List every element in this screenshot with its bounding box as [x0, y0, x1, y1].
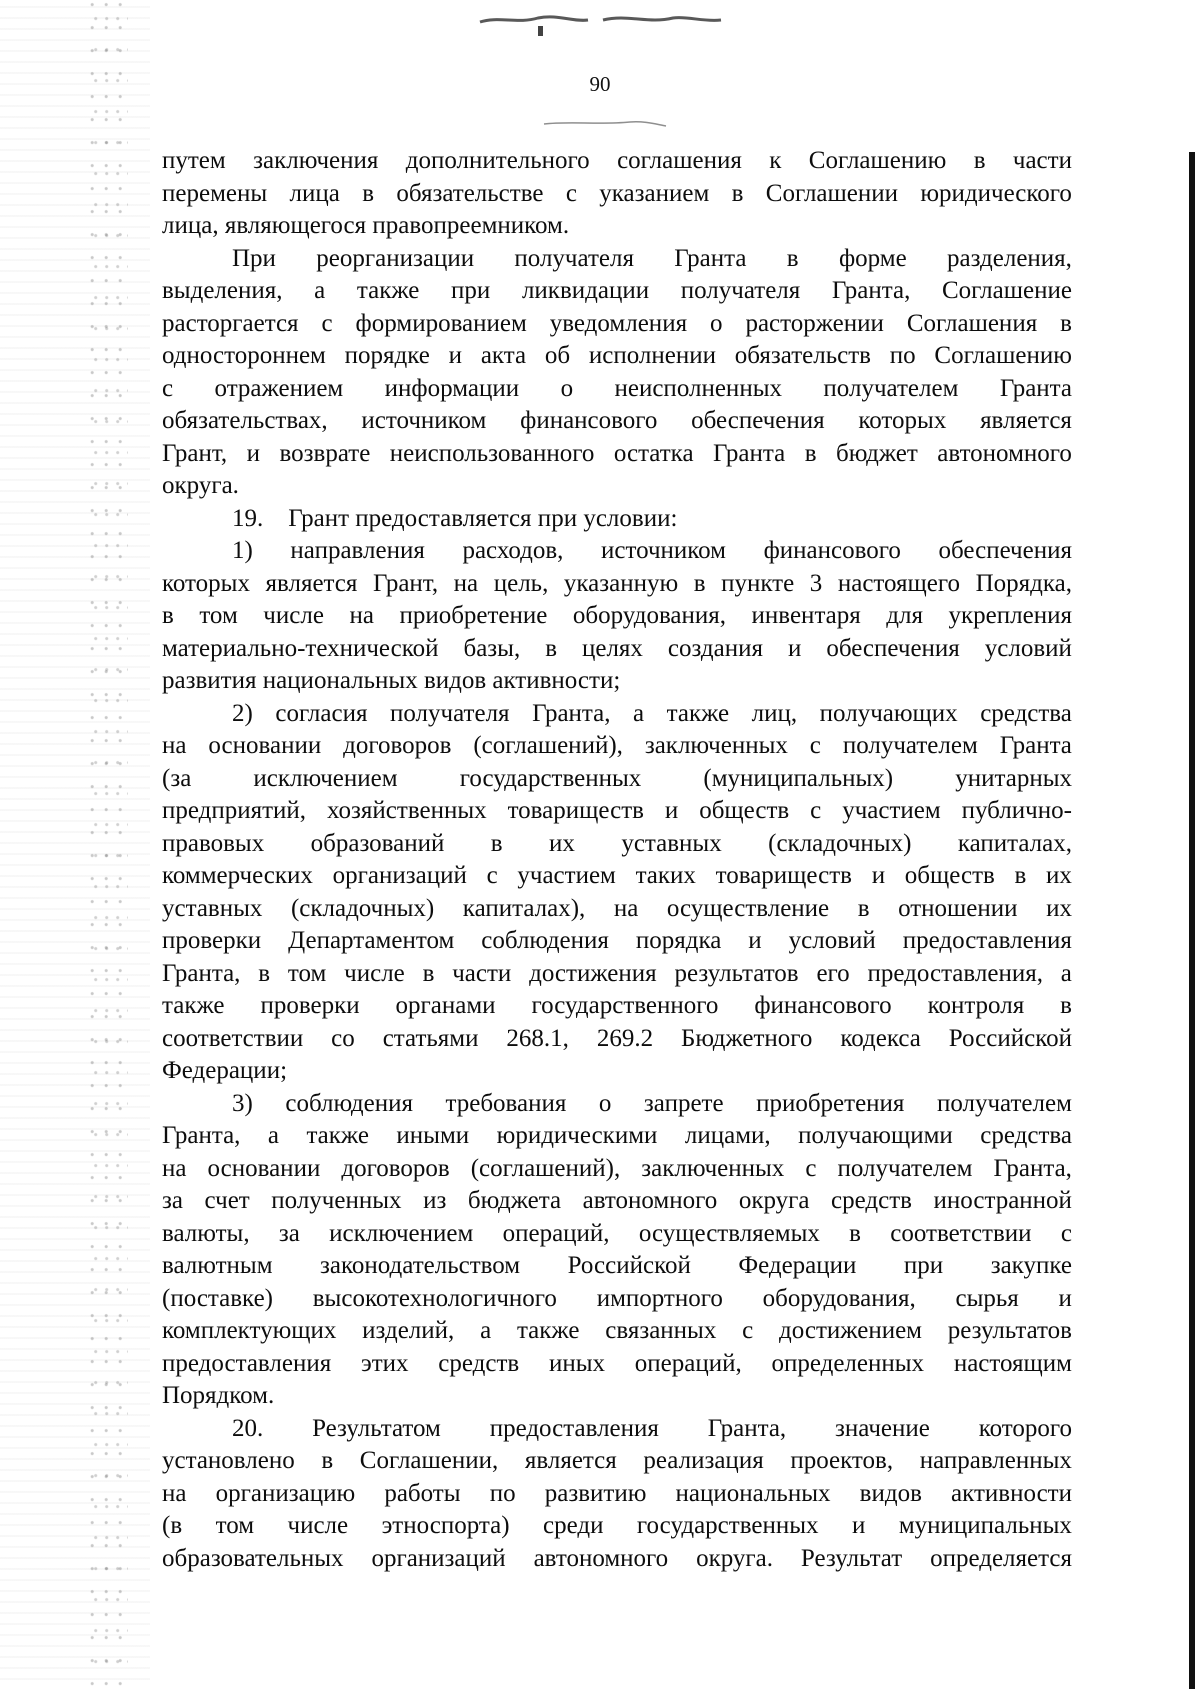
- text-line: Порядком.: [162, 1382, 275, 1409]
- text-line: Гранта, в том числе в части достижения результатов его предоставления, а: [162, 959, 1072, 987]
- text-line: предприятий, хозяйственных товариществ и обществ с участием публично-: [162, 797, 1072, 824]
- text-line: с отражением информации о неисполненных получателем Гранта: [162, 374, 1072, 402]
- text-line: валютным законодательством Российской Федерации при закупке: [162, 1252, 1072, 1279]
- text-line: которых является Грант, на цель, указанную в пункте 3 настоящего Порядка,: [162, 569, 1072, 597]
- text-line: 2) согласия получателя Гранта, а также лиц, получающих средства: [232, 699, 1072, 727]
- text-line: (в том числе этноспорта) среди государственных и муниципальных: [162, 1512, 1072, 1539]
- scan-noise-artifact: [88, 0, 128, 1689]
- text-line: материально-технической базы, в целях создания и обеспечения условий: [162, 634, 1072, 662]
- text-line: 3) соблюдения требования о запрете приобретения получателем: [232, 1089, 1072, 1117]
- text-line: коммерческих организаций с участием таких товариществ и обществ в их: [162, 862, 1072, 889]
- scan-dash-artifact: [540, 116, 670, 130]
- text-line: на организацию работы по развитию национальных видов активности: [162, 1479, 1072, 1507]
- text-line: 20. Результатом предоставления Гранта, значение которого: [232, 1414, 1072, 1442]
- text-line: развития национальных видов активности;: [162, 667, 621, 694]
- text-line: проверки Департаментом соблюдения порядка и условий предоставления: [162, 927, 1072, 954]
- text-line: (за исключением государственных (муниципальных) унитарных: [162, 764, 1072, 792]
- text-line: уставных (складочных) капиталах), на осуществление в отношении их: [162, 894, 1072, 922]
- text-line: путем заключения дополнительного соглашения к Соглашению в части: [162, 147, 1072, 174]
- text-line: в том числе на приобретение оборудования, инвентаря для укрепления: [162, 602, 1072, 629]
- document-body: [162, 145, 1072, 1575]
- text-line: одностороннем порядке и акта об исполнении обязательств по Соглашению: [162, 342, 1072, 369]
- text-line: установлено в Соглашении, является реализация проектов, направленных: [162, 1447, 1072, 1474]
- text-line: 19. Грант предоставляется при условии:: [232, 504, 678, 532]
- text-line: Федерации;: [162, 1057, 288, 1084]
- text-line: правовых образований в их уставных (складочных) капиталах,: [162, 829, 1072, 857]
- text-line: соответствии со статьями 268.1, 269.2 Бюджетного кодекса Российской: [162, 1024, 1072, 1052]
- scan-top-smudge: [478, 8, 723, 38]
- text-line: валюты, за исключением операций, осуществляемых в соответствии с: [162, 1219, 1072, 1247]
- text-line: При реорганизации получателя Гранта в форме разделения,: [232, 244, 1072, 272]
- text-line: также проверки органами государственного финансового контроля в: [162, 992, 1072, 1019]
- text-line: образовательных организаций автономного округа. Результат определяется: [162, 1544, 1072, 1572]
- text-line: Гранта, а также иными юридическими лицами, получающими средства: [162, 1122, 1072, 1149]
- text-line: Грант, и возврате неиспользованного остатка Гранта в бюджет автономного: [162, 439, 1072, 467]
- text-line: 1) направления расходов, источником финансового обеспечения: [232, 537, 1072, 564]
- text-line: перемены лица в обязательстве с указанием в Соглашении юридического: [162, 179, 1072, 207]
- page-number: 90: [589, 72, 611, 96]
- text-line: обязательствах, источником финансового обеспечения которых является: [162, 407, 1072, 434]
- text-line: за счет полученных из бюджета автономного округа средств иностранной: [162, 1187, 1072, 1214]
- text-line: комплектующих изделий, а также связанных с достижением результатов: [162, 1317, 1072, 1344]
- text-line: (поставке) высокотехнологичного импортного оборудования, сырья и: [162, 1284, 1072, 1312]
- text-line: на основании договоров (соглашений), заключенных с получателем Гранта: [162, 732, 1072, 759]
- text-line: лица, являющегося правопреемником.: [162, 212, 570, 239]
- text-line: на основании договоров (соглашений), заключенных с получателем Гранта,: [162, 1154, 1072, 1182]
- text-line: расторгается с формированием уведомления о расторжении Соглашения в: [162, 309, 1072, 337]
- text-line: выделения, а также при ликвидации получателя Гранта, Соглашение: [162, 277, 1072, 304]
- scan-right-border: [1189, 152, 1195, 1689]
- text-line: предоставления этих средств иных операций, определенных настоящим: [162, 1349, 1072, 1377]
- text-line: округа.: [162, 472, 239, 499]
